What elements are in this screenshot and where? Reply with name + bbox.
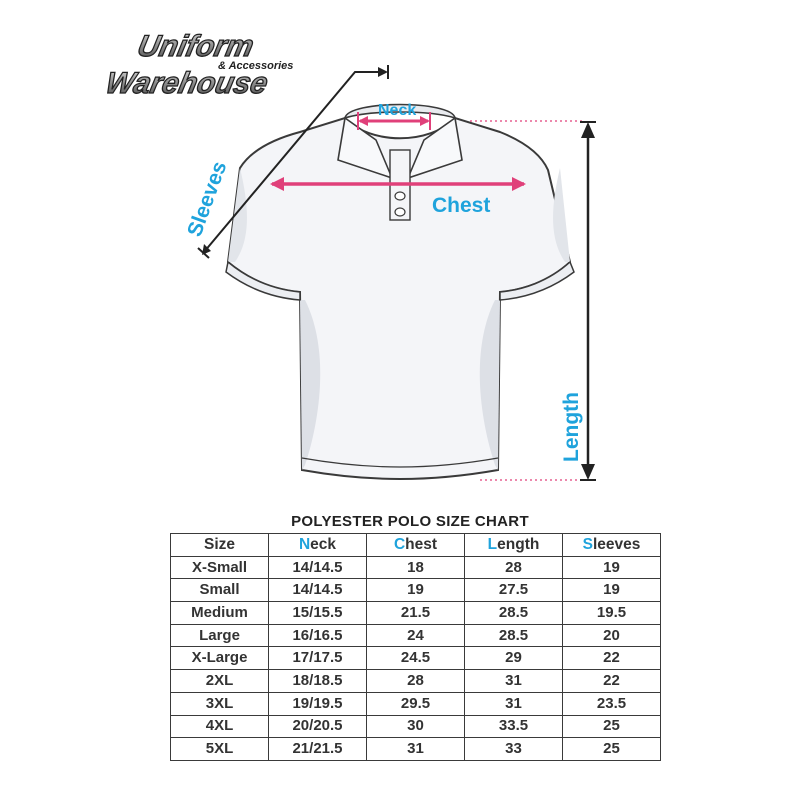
cell-size: Large xyxy=(171,624,269,647)
logo-line-1: Uniform xyxy=(134,30,257,63)
cell-size: Medium xyxy=(171,602,269,625)
brand-logo xyxy=(103,30,294,100)
cell-sleeves: 19 xyxy=(563,579,661,602)
cell-neck: 20/20.5 xyxy=(269,715,367,738)
cell-neck: 17/17.5 xyxy=(269,647,367,670)
cell-neck: 16/16.5 xyxy=(269,624,367,647)
header-size: Size xyxy=(171,534,269,557)
neck-label: Neck xyxy=(378,102,417,119)
header-neck: Neck xyxy=(269,534,367,557)
cell-neck: 14/14.5 xyxy=(269,556,367,579)
table-row xyxy=(171,602,661,625)
cell-neck: 14/14.5 xyxy=(269,579,367,602)
cell-sleeves: 25 xyxy=(563,715,661,738)
chest-label: Chest xyxy=(432,194,491,217)
sleeves-label: Sleeves xyxy=(183,158,232,240)
cell-neck: 18/18.5 xyxy=(269,670,367,693)
cell-size: 3XL xyxy=(171,692,269,715)
table-row xyxy=(171,579,661,602)
cell-length: 28.5 xyxy=(465,624,563,647)
length-label: Length xyxy=(560,392,583,462)
cell-neck: 21/21.5 xyxy=(269,738,367,761)
cell-chest: 19 xyxy=(367,579,465,602)
header-sleeves: Sleeves xyxy=(563,534,661,557)
table-row xyxy=(171,670,661,693)
polo-shirt xyxy=(226,105,574,480)
table-row xyxy=(171,715,661,738)
cell-neck: 15/15.5 xyxy=(269,602,367,625)
cell-chest: 31 xyxy=(367,738,465,761)
cell-length: 31 xyxy=(465,692,563,715)
cell-sleeves: 19.5 xyxy=(563,602,661,625)
table-row xyxy=(171,647,661,670)
cell-sleeves: 22 xyxy=(563,647,661,670)
cell-length: 28 xyxy=(465,556,563,579)
table-row xyxy=(171,624,661,647)
header-chest: Chest xyxy=(367,534,465,557)
cell-chest: 24.5 xyxy=(367,647,465,670)
cell-chest: 29.5 xyxy=(367,692,465,715)
cell-neck: 19/19.5 xyxy=(269,692,367,715)
cell-length: 33.5 xyxy=(465,715,563,738)
size-chart-table xyxy=(170,533,661,761)
logo-line-2: & Accessories xyxy=(218,60,294,72)
cell-sleeves: 22 xyxy=(563,670,661,693)
cell-length: 31 xyxy=(465,670,563,693)
cell-sleeves: 20 xyxy=(563,624,661,647)
header-length: Length xyxy=(465,534,563,557)
cell-chest: 30 xyxy=(367,715,465,738)
table-row xyxy=(171,556,661,579)
cell-chest: 24 xyxy=(367,624,465,647)
table-header-row xyxy=(171,534,661,557)
cell-sleeves: 23.5 xyxy=(563,692,661,715)
cell-sleeves: 25 xyxy=(563,738,661,761)
table-row xyxy=(171,692,661,715)
cell-length: 29 xyxy=(465,647,563,670)
cell-size: 4XL xyxy=(171,715,269,738)
cell-length: 27.5 xyxy=(465,579,563,602)
cell-size: Small xyxy=(171,579,269,602)
cell-chest: 18 xyxy=(367,556,465,579)
cell-size: 2XL xyxy=(171,670,269,693)
cell-size: X-Large xyxy=(171,647,269,670)
cell-sleeves: 19 xyxy=(563,556,661,579)
cell-size: X-Small xyxy=(171,556,269,579)
cell-chest: 28 xyxy=(367,670,465,693)
table-row xyxy=(171,738,661,761)
logo-line-3: Warehouse xyxy=(102,67,271,100)
cell-chest: 21.5 xyxy=(367,602,465,625)
cell-length: 28.5 xyxy=(465,602,563,625)
cell-length: 33 xyxy=(465,738,563,761)
cell-size: 5XL xyxy=(171,738,269,761)
size-chart-title: POLYESTER POLO SIZE CHART xyxy=(291,513,529,530)
